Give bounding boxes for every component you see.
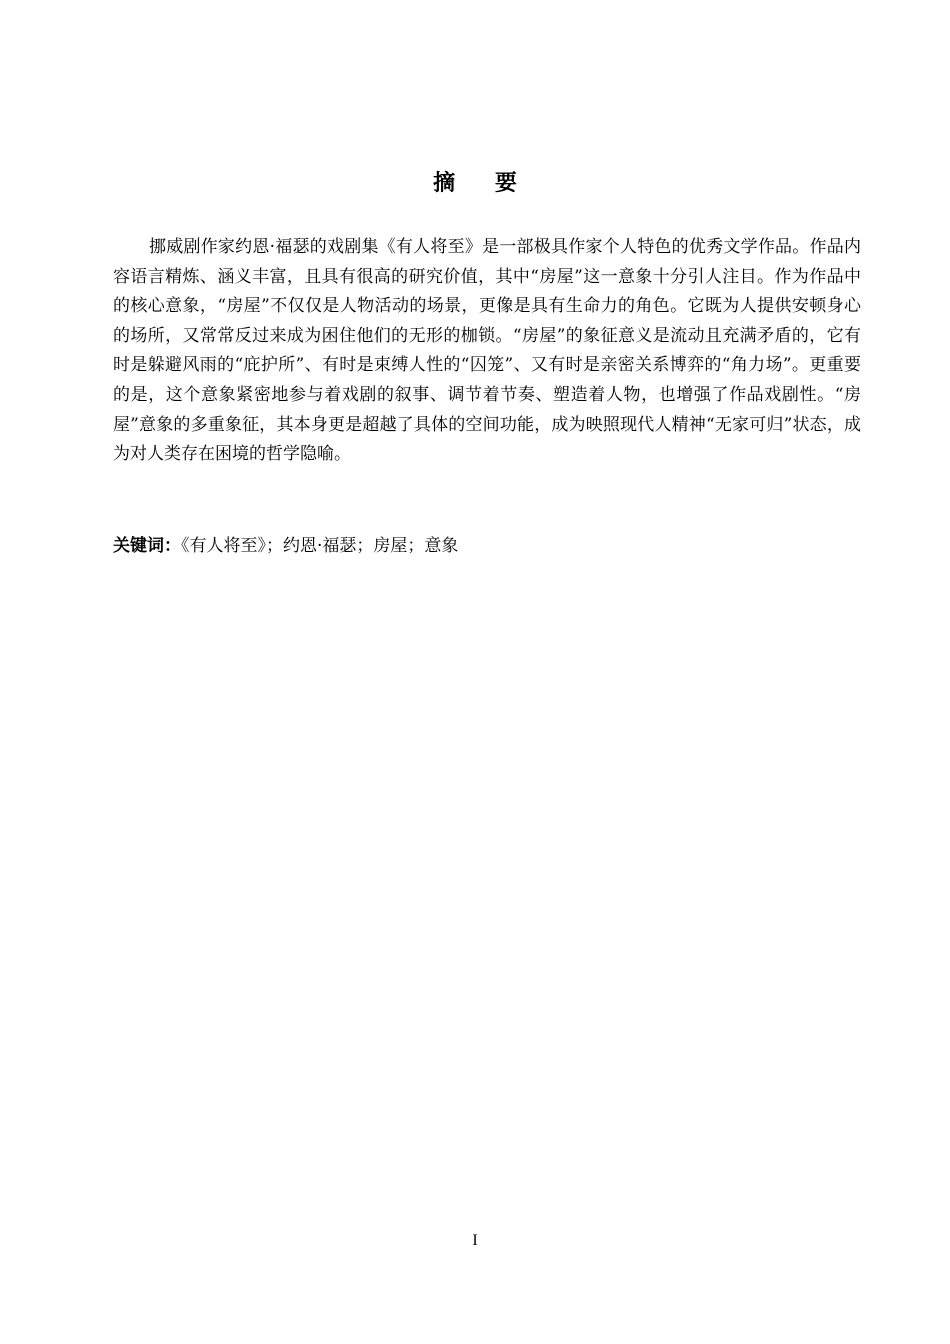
keywords-line — [113, 532, 861, 561]
keywords-label: 关键词： — [113, 536, 181, 556]
abstract-body: 挪威剧作家约恩·福瑟的戏剧集《有人将至》是一部极具作家个人特色的优秀文学作品。作品内容语言精炼、涵义丰富，且具有很高的研究价值，其中“房屋”这一意象十分引人注目。作为作品中的核心意象，“房屋”不仅仅是人物活动的场景，更像是具有生命力的角色。它既为人提供安顿身心的场所，又常常反过来成为困住他们的无形的枷锁。“房屋”的象征意义是流动且充满矛盾的，它有时是躲避风雨的“庇护所”、有时是束缚人性的“囚笼”、又有时是亲密关系博弈的“角力场”。更重要的是，这个意象紧密地参与着戏剧的叙事、调节着节奏、塑造着人物，也增强了作品戏剧性。“房屋”意象的多重象征，其本身更是超越了具体的空间功能，成为映照现代人精神“无家可归”状态，成为对人类存在困境的哲学隐喻。 — [113, 237, 861, 465]
abstract-title: 摘 要 — [433, 171, 533, 196]
keywords-list: 《有人将至》；约恩·福瑟；房屋；意象 — [181, 536, 459, 556]
page-number: I — [472, 1232, 478, 1249]
